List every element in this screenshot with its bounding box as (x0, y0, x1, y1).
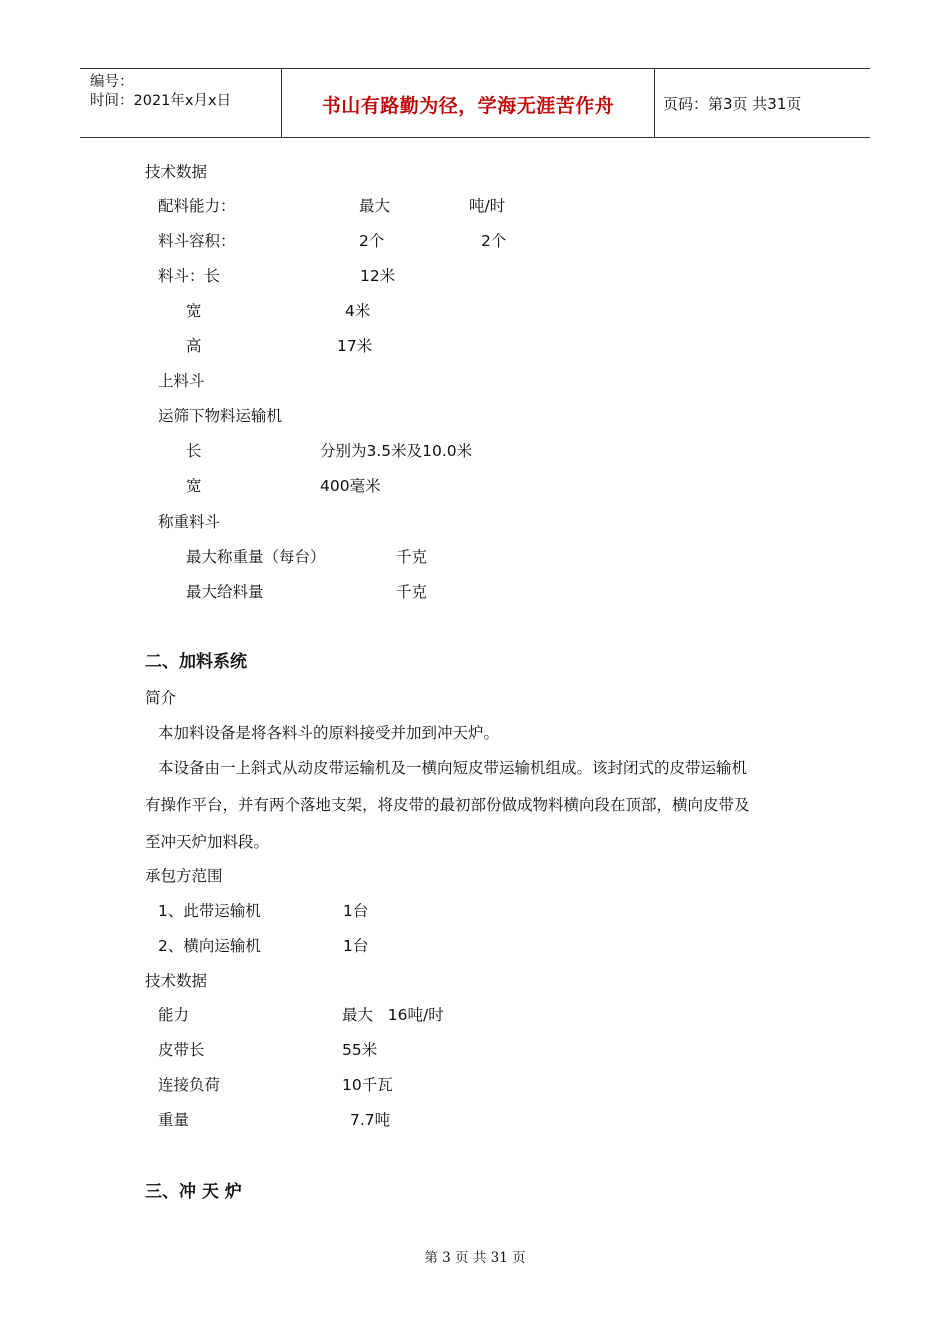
header-meta (90, 73, 231, 111)
spec-value: 分别为3.5米及10.0米 (320, 442, 473, 460)
spec-value: 17米 (337, 337, 373, 355)
spec-value: 12米 (360, 267, 396, 285)
tech-data-title: 技术数据 (145, 163, 208, 181)
paragraph-line: 至冲天炉加料段。 (145, 833, 270, 851)
spec-value: 55米 (342, 1041, 378, 1059)
spec-value: 2个 (359, 232, 385, 250)
scope-item-label: 2、横向运输机 (158, 937, 261, 955)
subsection-title: 运筛下物料运输机 (158, 407, 283, 425)
spec-label: 宽 (186, 477, 202, 495)
spec-value: 7.7吨 (350, 1111, 391, 1129)
scope-title: 承包方范围 (145, 867, 223, 885)
spec-value: 千克 (396, 548, 428, 566)
spec-value: 最大 16吨/时 (342, 1006, 444, 1024)
header-page-number: 页码：第3页 共31页 (663, 95, 802, 113)
scope-item-qty: 1台 (343, 902, 369, 920)
section-heading: 二、加料系统 (145, 652, 247, 672)
paragraph: 本加料设备是将各料斗的原料接受并加到冲天炉。 (158, 724, 500, 742)
spec-label: 能力 (158, 1006, 190, 1024)
scope-item-label: 1、此带运输机 (158, 902, 261, 920)
paragraph-line: 有操作平台，并有两个落地支架，将皮带的最初部份做成物料横向段在顶部，横向皮带及 (145, 796, 750, 814)
section-heading: 三、冲 天 炉 (145, 1182, 242, 1202)
spec-value: 10千瓦 (342, 1076, 393, 1094)
intro-title: 简介 (145, 689, 177, 707)
spec-label: 配料能力： (158, 197, 236, 215)
spec-value: 4米 (345, 302, 371, 320)
spec-value: 千克 (396, 583, 428, 601)
spec-value: 最大 (359, 197, 391, 215)
spec-label: 宽 (186, 302, 202, 320)
spec-label: 料斗容积： (158, 232, 236, 250)
page-header (80, 68, 870, 138)
scope-item-qty: 1台 (343, 937, 369, 955)
doc-date-label: 时间：2021年x月x日 (90, 93, 232, 109)
spec-value: 400毫米 (320, 477, 381, 495)
spec-label: 连接负荷 (158, 1076, 221, 1094)
doc-number-label: 编号： (90, 74, 134, 90)
spec-label: 最大称重量（每台） (186, 548, 326, 566)
spec-label: 皮带长 (158, 1041, 205, 1059)
tech-data-title: 技术数据 (145, 972, 208, 990)
header-divider (654, 69, 655, 137)
paragraph-line: 本设备由一上斜式从动皮带运输机及一横向短皮带运输机组成。该封闭式的皮带运输机 (158, 759, 748, 777)
page-footer: 第 3 页 共 31 页 (424, 1250, 526, 1266)
spec-label: 高 (186, 337, 202, 355)
subsection-title: 上料斗 (158, 372, 205, 390)
spec-label: 长 (186, 442, 202, 460)
header-motto: 书山有路勤为径，学海无涯苦作舟 (321, 95, 615, 117)
spec-label: 料斗：长 (158, 267, 221, 285)
spec-value: 吨/时 (469, 197, 506, 215)
spec-label: 重量 (158, 1111, 190, 1129)
subsection-title: 称重料斗 (158, 513, 221, 531)
spec-label: 最大给料量 (186, 583, 264, 601)
spec-value: 2个 (481, 232, 507, 250)
